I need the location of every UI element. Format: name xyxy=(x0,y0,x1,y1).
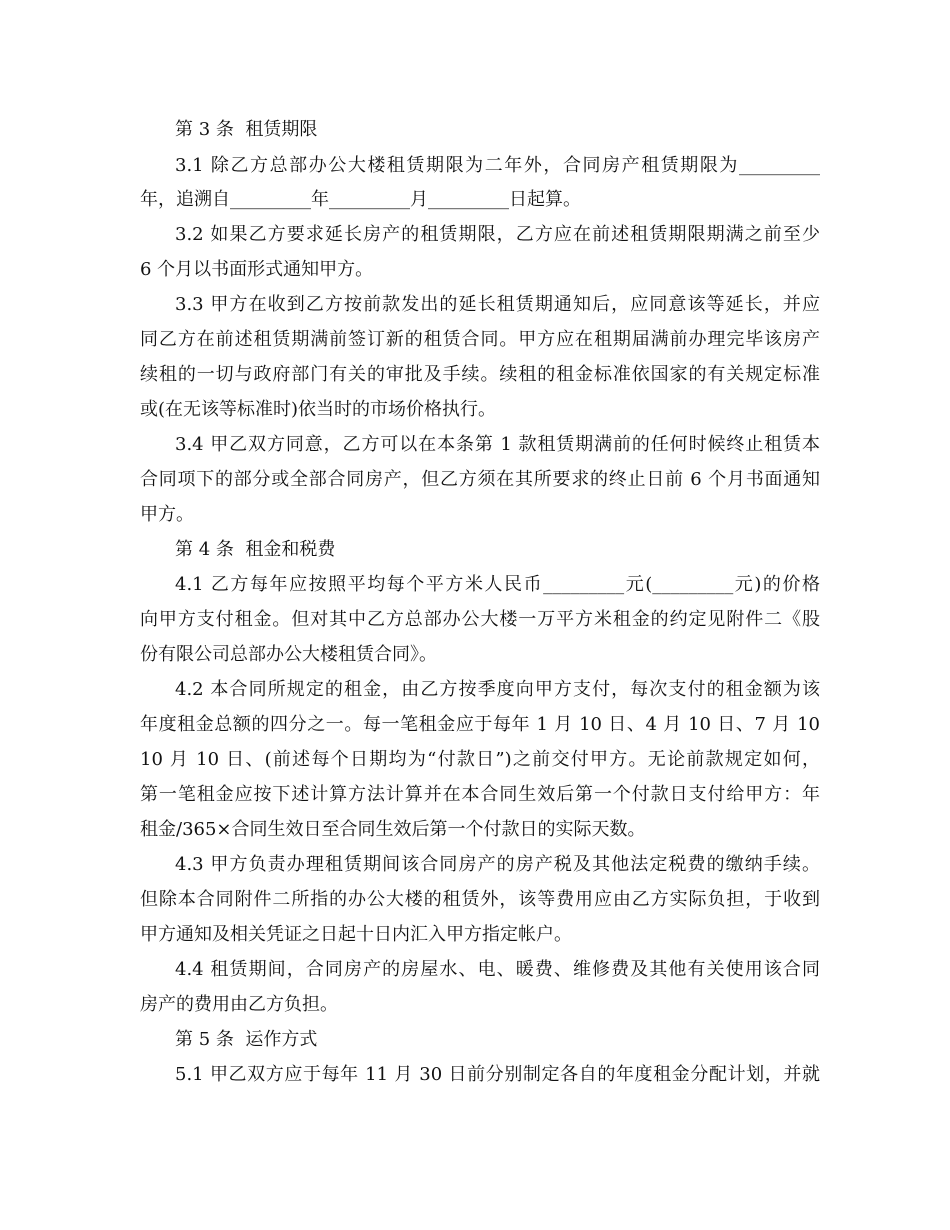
clause-3-4-line-2: 合同项下的部分或全部合同房产，但乙方须在其所要求的终止日前 6 个月书面通知 xyxy=(140,469,820,490)
clause-4-2-line-3: 10 月 10 日、(前述每个日期均为“付款日”)之前交付甲方。无论前款规定如何， xyxy=(140,749,820,770)
clause-3-1-line-1: 3.1 除乙方总部办公大楼租赁期限为二年外，合同房产租赁期限为_________ xyxy=(175,155,820,176)
clause-3-2-line-2: 6 个月以书面形式通知甲方。 xyxy=(140,259,374,280)
clause-3-3-line-4: 或(在无该等标准时)依当时的市场价格执行。 xyxy=(140,399,497,420)
clause-4-2-line-5: 租金/365×合同生效日至合同生效后第一个付款日的实际天数。 xyxy=(140,819,646,840)
clause-4-3-line-2: 但除本合同附件二所指的办公大楼的租赁外，该等费用应由乙方实际负担，于收到 xyxy=(140,889,820,910)
clause-4-4-line-2: 房产的费用由乙方负担。 xyxy=(140,994,338,1015)
clause-4-1-line-1: 4.1 乙方每年应按照平均每个平方米人民币_________元(_________元)的价格 xyxy=(175,574,820,595)
clause-4-2-line-2: 年度租金总额的四分之一。每一笔租金应于每年 1 月 10 日、4 月 10 日、7 月 10 xyxy=(140,714,820,735)
clause-3-3-line-2: 同乙方在前述租赁期满前签订新的租赁合同。甲方应在租期届满前办理完毕该房产 xyxy=(140,329,820,350)
clause-3-3-line-3: 续租的一切与政府部门有关的审批及手续。续租的租金标准依国家的有关规定标准 xyxy=(140,364,820,385)
clause-4-3-line-3: 甲方通知及相关凭证之日起十日内汇入甲方指定帐户。 xyxy=(140,924,572,945)
clause-4-1-line-3: 份有限公司总部办公大楼租赁合同》。 xyxy=(140,644,437,665)
clause-3-4-line-3: 甲方。 xyxy=(140,504,194,525)
clause-4-1-line-2: 向甲方支付租金。但对其中乙方总部办公大楼一万平方米租金的约定见附件二《股 xyxy=(140,609,820,630)
clause-4-2-line-4: 第一笔租金应按下述计算方法计算并在本合同生效后第一个付款日支付给甲方：年 xyxy=(140,784,820,805)
clause-3-4-line-1: 3.4 甲乙双方同意，乙方可以在本条第 1 款租赁期满前的任何时候终止租赁本 xyxy=(175,434,820,455)
article-5-heading: 第 5 条 运作方式 xyxy=(175,1029,318,1050)
clause-5-1-line-1: 5.1 甲乙双方应于每年 11 月 30 日前分别制定各自的年度租金分配计划，并就 xyxy=(175,1064,820,1085)
clause-4-3-line-1: 4.3 甲方负责办理租赁期间该合同房产的房产税及其他法定税费的缴纳手续。 xyxy=(175,854,820,875)
clause-4-4-line-1: 4.4 租赁期间，合同房产的房屋水、电、暖费、维修费及其他有关使用该合同 xyxy=(175,959,820,980)
clause-3-2-line-1: 3.2 如果乙方要求延长房产的租赁期限，乙方应在前述租赁期限期满之前至少 xyxy=(175,224,820,245)
article-4-heading: 第 4 条 租金和税费 xyxy=(175,539,336,560)
clause-3-3-line-1: 3.3 甲方在收到乙方按前款发出的延长租赁期通知后，应同意该等延长，并应 xyxy=(175,294,820,315)
clause-3-1-line-2: 年，追溯自_________年_________月_________日起算。 xyxy=(140,189,581,210)
clause-4-2-line-1: 4.2 本合同所规定的租金，由乙方按季度向甲方支付，每次支付的租金额为该 xyxy=(175,679,820,700)
article-3-heading: 第 3 条 租赁期限 xyxy=(175,119,318,140)
